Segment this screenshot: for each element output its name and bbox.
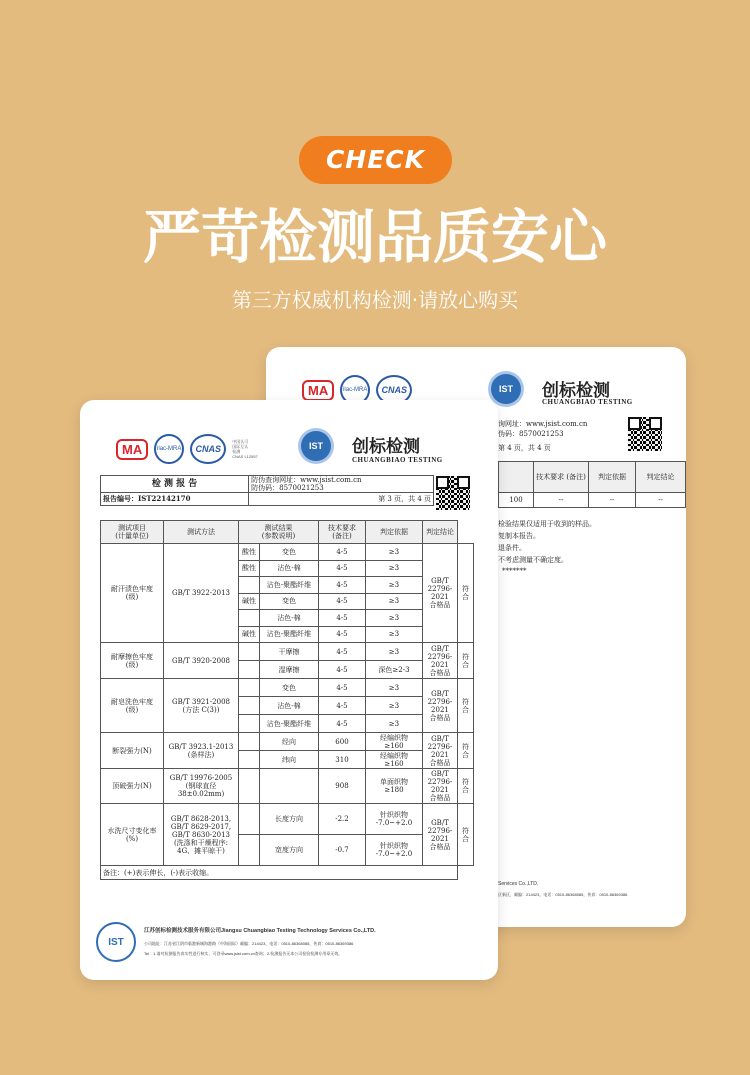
table-row [101, 544, 474, 561]
requirement: 深色≥2-3 [365, 661, 422, 679]
brand-english: CHUANGBIAO TESTING [352, 456, 443, 464]
test-method: GB/T 3922-2013 [164, 544, 239, 643]
sub-group [239, 769, 260, 804]
back-note-3: 退条件。 [498, 544, 526, 552]
test-condition: 宽度方向 [260, 835, 319, 866]
requirement: ≥3 [365, 577, 422, 594]
cnas-logo: CNAS [376, 375, 412, 405]
requirement: ≥3 [365, 626, 422, 643]
test-condition: 变色 [260, 544, 319, 561]
test-condition: 湿摩擦 [260, 661, 319, 679]
report-number: 报告编号：IST22142170 [101, 493, 249, 506]
sub-group: 酸性 [239, 544, 260, 561]
sub-group [239, 751, 260, 769]
anti-fake-site: 防伪查询网址：www.jsist.com.cn [251, 476, 362, 484]
table-row [101, 769, 474, 804]
back-note-1: 检验结果仅适用于收到的样品。 [498, 520, 596, 528]
sub-group [239, 733, 260, 751]
test-condition: 沾色-聚酯纤维 [260, 626, 319, 643]
basis: GB/T 22796-2021 合格品 [422, 679, 457, 733]
requirement: ≥3 [365, 560, 422, 577]
test-method: GB/T 19976-2005 (钢球直径 38±0.02mm) [164, 769, 239, 804]
page-subtitle: 第三方权威机构检测·请放心购买 [231, 288, 519, 312]
column-header: 技术要求 (备注) [318, 521, 365, 544]
back-note-5: ******* [502, 567, 527, 575]
test-value: -0.7 [318, 835, 365, 866]
requirement: 针织织物 -7.0~+2.0 [365, 835, 422, 866]
test-item: 断裂强力(N) [101, 733, 164, 769]
test-method: GB/T 8628-2013, GB/T 8629-2017, GB/T 8630-2013 (洗涤和干燥程序: 4G、摊平晾干) [164, 804, 239, 866]
requirement: ≥3 [365, 610, 422, 627]
sub-group [239, 715, 260, 733]
back-page: 第 4 页，共 4 页 [498, 444, 551, 452]
sub-group [239, 679, 260, 697]
test-value: 600 [318, 733, 365, 751]
test-item: 耐汗渍色牢度 (级) [101, 544, 164, 643]
cnas-logo: CNAS [190, 434, 226, 464]
table-row [101, 643, 474, 661]
qr-code [628, 417, 662, 451]
test-value: 4-5 [318, 643, 365, 661]
back-site: 询网址：www.jsist.com.cn [498, 420, 588, 428]
brand-english: CHUANGBIAO TESTING [542, 398, 633, 406]
basis: GB/T 22796-2021 合格品 [422, 804, 457, 866]
conclusion: 符合 [457, 544, 473, 643]
test-item: 水洗尺寸变化率 (%) [101, 804, 164, 866]
ist-logo: IST [301, 431, 331, 461]
conclusion: 符合 [457, 733, 473, 769]
test-condition: 经向 [260, 733, 319, 751]
test-condition: 沾色-棉 [260, 610, 319, 627]
report-page-3 [80, 400, 498, 980]
test-item: 顶破强力(N) [101, 769, 164, 804]
test-value: 908 [318, 769, 365, 804]
footer-address: 公司地址：江苏省江阴市临港新城海港路（中海国际）邮编：214423，电话：0510-86368085，传真：0510-86369386 [144, 941, 354, 946]
test-condition: 纬向 [260, 751, 319, 769]
conclusion: 符合 [457, 643, 473, 679]
basis: GB/T 22796-2021 合格品 [422, 769, 457, 804]
test-value: 4-5 [318, 560, 365, 577]
table-row [101, 733, 474, 751]
requirement: 针织织物 -7.0~+2.0 [365, 804, 422, 835]
basis: GB/T 22796-2021 合格品 [422, 544, 457, 643]
test-value: 4-5 [318, 610, 365, 627]
page-number: 第 3 页，共 4 页 [249, 493, 434, 506]
column-header: 判定依据 [365, 521, 422, 544]
column-header: 测试方法 [164, 521, 239, 544]
sub-group: 酸性 [239, 560, 260, 577]
back-note-4: 不考虑测量不确定度。 [498, 556, 568, 564]
test-item: 耐摩擦色牢度 (级) [101, 643, 164, 679]
back-note-2: 复制本报告。 [498, 532, 540, 540]
cma-logo: MA [302, 380, 334, 401]
sub-group [239, 643, 260, 661]
ist-logo: IST [491, 374, 521, 404]
requirement: ≥3 [365, 679, 422, 697]
test-value: 4-5 [318, 626, 365, 643]
test-condition: 干摩擦 [260, 643, 319, 661]
anti-fake-code: 防伪码：8570021253 [251, 484, 324, 492]
test-value: 4-5 [318, 661, 365, 679]
test-value: -2.2 [318, 804, 365, 835]
requirement: ≥3 [365, 697, 422, 715]
test-condition: 沾色-棉 [260, 560, 319, 577]
table-row [101, 679, 474, 697]
test-condition: 长度方向 [260, 804, 319, 835]
ilac-logo: ilac-MRA [154, 434, 184, 464]
footer-company: 江苏创标检测技术服务有限公司Jiangsu Chuangbiao Testing Technology Services Co.,LTD. [144, 928, 376, 934]
basis: GB/T 22796-2021 合格品 [422, 733, 457, 769]
check-badge: CHECK [299, 136, 452, 184]
test-method: GB/T 3920-2008 [164, 643, 239, 679]
test-condition: 沾色-聚酯纤维 [260, 715, 319, 733]
back-col-req: 技术要求 (备注) [534, 462, 589, 493]
test-item: 耐皂洗色牢度 (级) [101, 679, 164, 733]
table-row [101, 804, 474, 835]
cma-logo: MA [116, 439, 148, 460]
ilac-logo: ilac-MRA [340, 375, 370, 405]
test-condition: 沾色-聚酯纤维 [260, 577, 319, 594]
test-results-table [100, 520, 474, 880]
requirement: ≥3 [365, 715, 422, 733]
column-header: 测试结果 (参数说明) [239, 521, 319, 544]
test-method: GB/T 3923.1-2013 (条样法) [164, 733, 239, 769]
conclusion: 符合 [457, 804, 473, 866]
back-col-basis: 判定依据 [589, 462, 636, 493]
table-note: 备注：(+)表示伸长，(-)表示收缩。 [101, 866, 458, 880]
test-value: 4-5 [318, 697, 365, 715]
back-table [498, 461, 686, 508]
test-value: 4-5 [318, 679, 365, 697]
footer-note: Tel：1.请对检测报告真实性进行核实，可登录www.jsist.com.cn查询；2.检测报告无本公司检验检测专用章无效。 [144, 951, 343, 956]
footer-ist-seal: IST [96, 922, 136, 962]
table-cell: -- [534, 493, 589, 508]
sub-group [239, 577, 260, 594]
qr-code [436, 476, 470, 510]
table-cell: -- [636, 493, 686, 508]
test-condition: 变色 [260, 593, 319, 610]
test-value: 4-5 [318, 593, 365, 610]
test-value: 4-5 [318, 715, 365, 733]
conclusion: 符合 [457, 769, 473, 804]
table-row [101, 866, 474, 880]
column-header: 判定结论 [422, 521, 457, 544]
sub-group [239, 661, 260, 679]
back-footer-2: 区新区，邮编：214423，电话：0510-86368085，传真：0510-86369386 [498, 892, 628, 897]
table-cell: 100 [499, 493, 534, 508]
test-value: 4-5 [318, 577, 365, 594]
requirement: ≥3 [365, 593, 422, 610]
sub-group: 碱性 [239, 626, 260, 643]
test-condition: 变色 [260, 679, 319, 697]
test-value: 310 [318, 751, 365, 769]
conclusion: 符合 [457, 679, 473, 733]
requirement: ≥3 [365, 544, 422, 561]
report-header-table [100, 475, 434, 506]
test-condition [260, 769, 319, 804]
sub-group [239, 804, 260, 835]
table-cell: -- [589, 493, 636, 508]
basis: GB/T 22796-2021 合格品 [422, 643, 457, 679]
sub-group: 碱性 [239, 593, 260, 610]
back-col-result: 判定结论 [636, 462, 686, 493]
report-title: 检 测 报 告 [101, 476, 249, 493]
requirement: 经编织物 ≥160 [365, 733, 422, 751]
requirement: 经编织物 ≥160 [365, 751, 422, 769]
requirement: 单面织物 ≥180 [365, 769, 422, 804]
cert-logos [116, 434, 258, 464]
brand-name: 创标检测 [542, 381, 610, 401]
brand-name: 创标检测 [352, 437, 420, 457]
sub-group [239, 610, 260, 627]
page-title: 严苛检测品质安心 [142, 203, 607, 271]
back-code: 伪码：8570021253 [498, 430, 564, 438]
sub-group [239, 697, 260, 715]
test-value: 4-5 [318, 544, 365, 561]
column-header: 测试项目 (计量单位) [101, 521, 164, 544]
requirement: ≥3 [365, 643, 422, 661]
cert-caption: 中国认可 国际互认 检测 CNAS L12557 [232, 439, 258, 459]
test-condition: 沾色-棉 [260, 697, 319, 715]
test-method: GB/T 3921-2008 (方法 C(3)) [164, 679, 239, 733]
sub-group [239, 835, 260, 866]
back-footer-1: Services Co.,LTD. [498, 881, 539, 887]
